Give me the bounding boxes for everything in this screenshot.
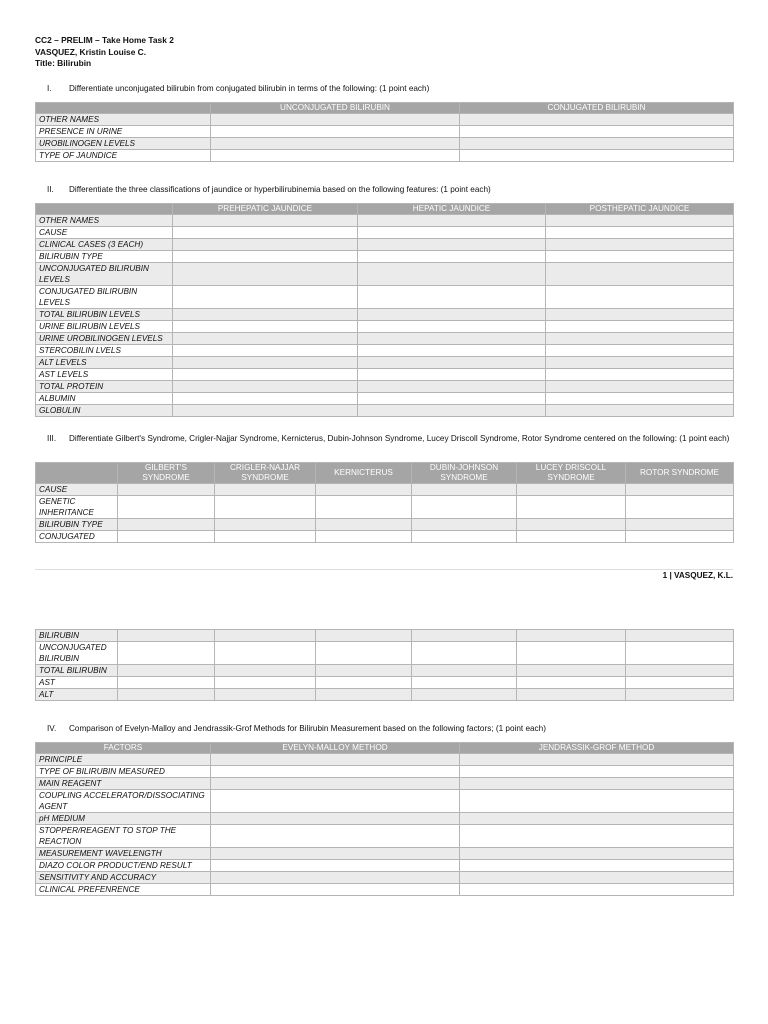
row-label: GENETIC INHERITANCE <box>36 496 118 519</box>
answer-cell[interactable] <box>358 227 546 239</box>
answer-cell[interactable] <box>118 665 215 677</box>
answer-cell[interactable] <box>517 642 626 665</box>
table-row <box>36 813 734 825</box>
answer-cell[interactable] <box>546 393 734 405</box>
answer-cell[interactable] <box>460 754 734 766</box>
answer-cell[interactable] <box>358 393 546 405</box>
answer-cell[interactable] <box>173 333 358 345</box>
answer-cell[interactable] <box>460 138 734 150</box>
answer-cell[interactable] <box>118 677 215 689</box>
table-row <box>36 884 734 896</box>
row-label: URINE UROBILINOGEN LEVELS <box>36 333 173 345</box>
answer-cell[interactable] <box>460 126 734 138</box>
row-label: BILIRUBIN TYPE <box>36 251 173 263</box>
row-label: CONJUGATED BILIRUBIN LEVELS <box>36 286 173 309</box>
answer-cell[interactable] <box>546 345 734 357</box>
answer-cell[interactable] <box>118 519 215 531</box>
table-row <box>36 665 734 677</box>
document-header <box>35 35 174 70</box>
answer-cell[interactable] <box>546 215 734 227</box>
col-header: JENDRASSIK-GROF METHOD <box>460 743 734 754</box>
answer-cell[interactable] <box>316 496 412 519</box>
row-label: BILIRUBIN <box>36 630 118 642</box>
table-row <box>36 630 734 642</box>
table-row <box>36 126 734 138</box>
answer-cell[interactable] <box>460 790 734 813</box>
answer-cell[interactable] <box>211 150 460 162</box>
answer-cell[interactable] <box>460 766 734 778</box>
table-row <box>36 778 734 790</box>
row-label: MAIN REAGENT <box>36 778 211 790</box>
question-number: I. <box>47 84 52 93</box>
row-label: PRESENCE IN URINE <box>36 126 211 138</box>
answer-cell[interactable] <box>173 263 358 286</box>
table-row <box>36 531 734 543</box>
col-header: PREHEPATIC JAUNDICE <box>173 204 358 215</box>
table-row <box>36 642 734 665</box>
question-number: III. <box>47 434 57 443</box>
answer-cell[interactable] <box>215 519 316 531</box>
answer-cell[interactable] <box>211 848 460 860</box>
answer-cell[interactable] <box>517 665 626 677</box>
question-number: II. <box>47 185 54 194</box>
col-header: FACTORS <box>36 743 211 754</box>
answer-cell[interactable] <box>546 227 734 239</box>
answer-cell[interactable] <box>460 884 734 896</box>
row-label: OTHER NAMES <box>36 114 211 126</box>
row-label: pH MEDIUM <box>36 813 211 825</box>
row-label: OTHER NAMES <box>36 215 173 227</box>
answer-cell[interactable] <box>546 286 734 309</box>
table-row <box>36 496 734 519</box>
answer-cell[interactable] <box>211 884 460 896</box>
answer-cell[interactable] <box>173 251 358 263</box>
answer-cell[interactable] <box>173 381 358 393</box>
question-text: Differentiate the three classifications of jaundice or hyperbilirubinemia based on the following features: (1 point each) <box>69 185 491 194</box>
answer-cell[interactable] <box>517 519 626 531</box>
answer-cell[interactable] <box>460 813 734 825</box>
answer-cell[interactable] <box>546 309 734 321</box>
answer-cell[interactable] <box>358 263 546 286</box>
answer-cell[interactable] <box>412 484 517 496</box>
answer-cell[interactable] <box>626 665 734 677</box>
col-header: CRIGLER-NAJJAR SYNDROME <box>215 463 316 484</box>
table-row <box>36 381 734 393</box>
table-row <box>36 872 734 884</box>
question-text: Differentiate unconjugated bilirubin from conjugated bilirubin in terms of the following: (1 point each) <box>69 84 430 93</box>
answer-cell[interactable] <box>118 531 215 543</box>
row-label: UNCONJUGATED BILIRUBIN LEVELS <box>36 263 173 286</box>
answer-cell[interactable] <box>358 309 546 321</box>
row-label: TYPE OF BILIRUBIN MEASURED <box>36 766 211 778</box>
answer-cell[interactable] <box>546 405 734 417</box>
table-row <box>36 825 734 848</box>
answer-cell[interactable] <box>358 405 546 417</box>
row-label: ALBUMIN <box>36 393 173 405</box>
answer-cell[interactable] <box>626 531 734 543</box>
col-header: GILBERT'S SYNDROME <box>118 463 215 484</box>
row-label: SENSITIVITY AND ACCURACY <box>36 872 211 884</box>
answer-cell[interactable] <box>211 114 460 126</box>
answer-cell[interactable] <box>215 484 316 496</box>
row-label: ALT <box>36 689 118 701</box>
answer-cell[interactable] <box>118 496 215 519</box>
answer-cell[interactable] <box>546 333 734 345</box>
answer-cell[interactable] <box>215 665 316 677</box>
answer-cell[interactable] <box>211 766 460 778</box>
table-row <box>36 138 734 150</box>
question-text: Differentiate Gilbert's Syndrome, Crigler-Najjar Syndrome, Kernicterus, Dubin-Johnson Syndrome, Lucey Driscoll Syndrome, Rotor Syndrome centered on the following: (1 point each) <box>69 434 730 443</box>
answer-cell[interactable] <box>316 689 412 701</box>
question-number: IV. <box>47 724 57 733</box>
row-label: CAUSE <box>36 227 173 239</box>
table-row <box>36 689 734 701</box>
answer-cell[interactable] <box>517 484 626 496</box>
answer-cell[interactable] <box>460 150 734 162</box>
answer-cell[interactable] <box>215 630 316 642</box>
table-row <box>36 484 734 496</box>
col-header <box>36 463 118 484</box>
answer-cell[interactable] <box>173 286 358 309</box>
answer-cell[interactable] <box>215 677 316 689</box>
answer-cell[interactable] <box>412 519 517 531</box>
table-row <box>36 333 734 345</box>
col-header: EVELYN-MALLOY METHOD <box>211 743 460 754</box>
row-label: CONJUGATED <box>36 531 118 543</box>
table-methods <box>35 742 734 896</box>
col-header: CONJUGATED BILIRUBIN <box>460 103 734 114</box>
table-row <box>36 393 734 405</box>
answer-cell[interactable] <box>215 642 316 665</box>
answer-cell[interactable] <box>412 531 517 543</box>
table-row <box>36 286 734 309</box>
row-label: AST LEVELS <box>36 369 173 381</box>
answer-cell[interactable] <box>316 484 412 496</box>
answer-cell[interactable] <box>211 860 460 872</box>
answer-cell[interactable] <box>626 630 734 642</box>
row-label: AST <box>36 677 118 689</box>
answer-cell[interactable] <box>412 689 517 701</box>
row-label: TOTAL PROTEIN <box>36 381 173 393</box>
answer-cell[interactable] <box>173 227 358 239</box>
answer-cell[interactable] <box>358 345 546 357</box>
answer-cell[interactable] <box>358 286 546 309</box>
answer-cell[interactable] <box>546 357 734 369</box>
table-row <box>36 345 734 357</box>
answer-cell[interactable] <box>118 484 215 496</box>
row-label: MEASUREMENT WAVELENGTH <box>36 848 211 860</box>
table-row <box>36 309 734 321</box>
row-label: DIAZO COLOR PRODUCT/END RESULT <box>36 860 211 872</box>
col-header: DUBIN-JOHNSON SYNDROME <box>412 463 517 484</box>
table-row <box>36 677 734 689</box>
table-row <box>36 369 734 381</box>
answer-cell[interactable] <box>412 496 517 519</box>
answer-cell[interactable] <box>211 813 460 825</box>
table-row <box>36 405 734 417</box>
col-header: UNCONJUGATED BILIRUBIN <box>211 103 460 114</box>
answer-cell[interactable] <box>358 321 546 333</box>
answer-cell[interactable] <box>460 825 734 848</box>
table-row <box>36 239 734 251</box>
answer-cell[interactable] <box>316 531 412 543</box>
course-title: CC2 – PRELIM – Take Home Task 2 <box>35 35 174 45</box>
row-label: STERCOBILIN LVELS <box>36 345 173 357</box>
row-label: UNCONJUGATED BILIRUBIN <box>36 642 118 665</box>
answer-cell[interactable] <box>316 630 412 642</box>
col-header: HEPATIC JAUNDICE <box>358 204 546 215</box>
col-header: POSTHEPATIC JAUNDICE <box>546 204 734 215</box>
answer-cell[interactable] <box>358 239 546 251</box>
answer-cell[interactable] <box>546 263 734 286</box>
table-row <box>36 860 734 872</box>
table-row <box>36 754 734 766</box>
table-row <box>36 150 734 162</box>
answer-cell[interactable] <box>460 860 734 872</box>
row-label: PRINCIPLE <box>36 754 211 766</box>
table-row <box>36 519 734 531</box>
answer-cell[interactable] <box>316 519 412 531</box>
answer-cell[interactable] <box>211 790 460 813</box>
row-label: TOTAL BILIRUBIN <box>36 665 118 677</box>
table-row <box>36 790 734 813</box>
answer-cell[interactable] <box>546 321 734 333</box>
answer-cell[interactable] <box>118 630 215 642</box>
answer-cell[interactable] <box>173 369 358 381</box>
answer-cell[interactable] <box>626 642 734 665</box>
table-jaundice <box>35 203 734 417</box>
answer-cell[interactable] <box>118 642 215 665</box>
answer-cell[interactable] <box>460 848 734 860</box>
row-label: URINE BILIRUBIN LEVELS <box>36 321 173 333</box>
answer-cell[interactable] <box>546 239 734 251</box>
row-label: BILIRUBIN TYPE <box>36 519 118 531</box>
answer-cell[interactable] <box>517 630 626 642</box>
answer-cell[interactable] <box>173 239 358 251</box>
answer-cell[interactable] <box>546 369 734 381</box>
answer-cell[interactable] <box>211 778 460 790</box>
table-row <box>36 215 734 227</box>
answer-cell[interactable] <box>517 689 626 701</box>
answer-cell[interactable] <box>173 309 358 321</box>
answer-cell[interactable] <box>316 665 412 677</box>
row-label: TOTAL BILIRUBIN LEVELS <box>36 309 173 321</box>
answer-cell[interactable] <box>460 114 734 126</box>
answer-cell[interactable] <box>412 642 517 665</box>
answer-cell[interactable] <box>412 630 517 642</box>
answer-cell[interactable] <box>358 357 546 369</box>
answer-cell[interactable] <box>211 825 460 848</box>
answer-cell[interactable] <box>546 381 734 393</box>
answer-cell[interactable] <box>626 519 734 531</box>
answer-cell[interactable] <box>626 689 734 701</box>
row-label: UROBILINOGEN LEVELS <box>36 138 211 150</box>
row-label: CLINICAL CASES (3 EACH) <box>36 239 173 251</box>
row-label: GLOBULIN <box>36 405 173 417</box>
answer-cell[interactable] <box>173 345 358 357</box>
table-row <box>36 227 734 239</box>
answer-cell[interactable] <box>118 689 215 701</box>
question-text: Comparison of Evelyn-Malloy and Jendrassik-Grof Methods for Bilirubin Measurement based on the following factors; (1 point each) <box>69 724 546 733</box>
table-syndromes-continued <box>35 629 734 701</box>
answer-cell[interactable] <box>173 357 358 369</box>
table-row <box>36 848 734 860</box>
answer-cell[interactable] <box>215 531 316 543</box>
col-header: ROTOR SYNDROME <box>626 463 734 484</box>
row-label: STOPPER/REAGENT TO STOP THE REACTION <box>36 825 211 848</box>
document-title: Title: Bilirubin <box>35 58 92 68</box>
answer-cell[interactable] <box>517 496 626 519</box>
answer-cell[interactable] <box>460 872 734 884</box>
page-footer: 1 | VASQUEZ, K.L. <box>662 571 733 580</box>
row-label: ALT LEVELS <box>36 357 173 369</box>
table-bilirubin-types <box>35 102 734 162</box>
col-header: KERNICTERUS <box>316 463 412 484</box>
answer-cell[interactable] <box>316 677 412 689</box>
answer-cell[interactable] <box>173 405 358 417</box>
col-header <box>36 103 211 114</box>
answer-cell[interactable] <box>460 778 734 790</box>
answer-cell[interactable] <box>358 333 546 345</box>
answer-cell[interactable] <box>211 138 460 150</box>
answer-cell[interactable] <box>358 251 546 263</box>
answer-cell[interactable] <box>173 215 358 227</box>
answer-cell[interactable] <box>412 677 517 689</box>
answer-cell[interactable] <box>517 531 626 543</box>
answer-cell[interactable] <box>626 496 734 519</box>
answer-cell[interactable] <box>173 321 358 333</box>
answer-cell[interactable] <box>316 642 412 665</box>
table-row <box>36 114 734 126</box>
answer-cell[interactable] <box>211 126 460 138</box>
table-row <box>36 357 734 369</box>
answer-cell[interactable] <box>626 484 734 496</box>
answer-cell[interactable] <box>626 677 734 689</box>
answer-cell[interactable] <box>546 251 734 263</box>
col-header <box>36 204 173 215</box>
answer-cell[interactable] <box>215 689 316 701</box>
answer-cell[interactable] <box>412 665 517 677</box>
answer-cell[interactable] <box>215 496 316 519</box>
row-label: TYPE OF JAUNDICE <box>36 150 211 162</box>
answer-cell[interactable] <box>211 872 460 884</box>
answer-cell[interactable] <box>517 677 626 689</box>
table-row <box>36 263 734 286</box>
answer-cell[interactable] <box>358 215 546 227</box>
table-row <box>36 251 734 263</box>
table-syndromes <box>35 462 734 543</box>
answer-cell[interactable] <box>211 754 460 766</box>
answer-cell[interactable] <box>358 381 546 393</box>
row-label: CLINICAL PREFENRENCE <box>36 884 211 896</box>
page-divider <box>35 569 733 570</box>
answer-cell[interactable] <box>173 393 358 405</box>
answer-cell[interactable] <box>358 369 546 381</box>
table-row <box>36 766 734 778</box>
table-row <box>36 321 734 333</box>
row-label: CAUSE <box>36 484 118 496</box>
row-label: COUPLING ACCELERATOR/DISSOCIATING AGENT <box>36 790 211 813</box>
student-name: VASQUEZ, Kristin Louise C. <box>35 46 147 57</box>
col-header: LUCEY DRISCOLL SYNDROME <box>517 463 626 484</box>
